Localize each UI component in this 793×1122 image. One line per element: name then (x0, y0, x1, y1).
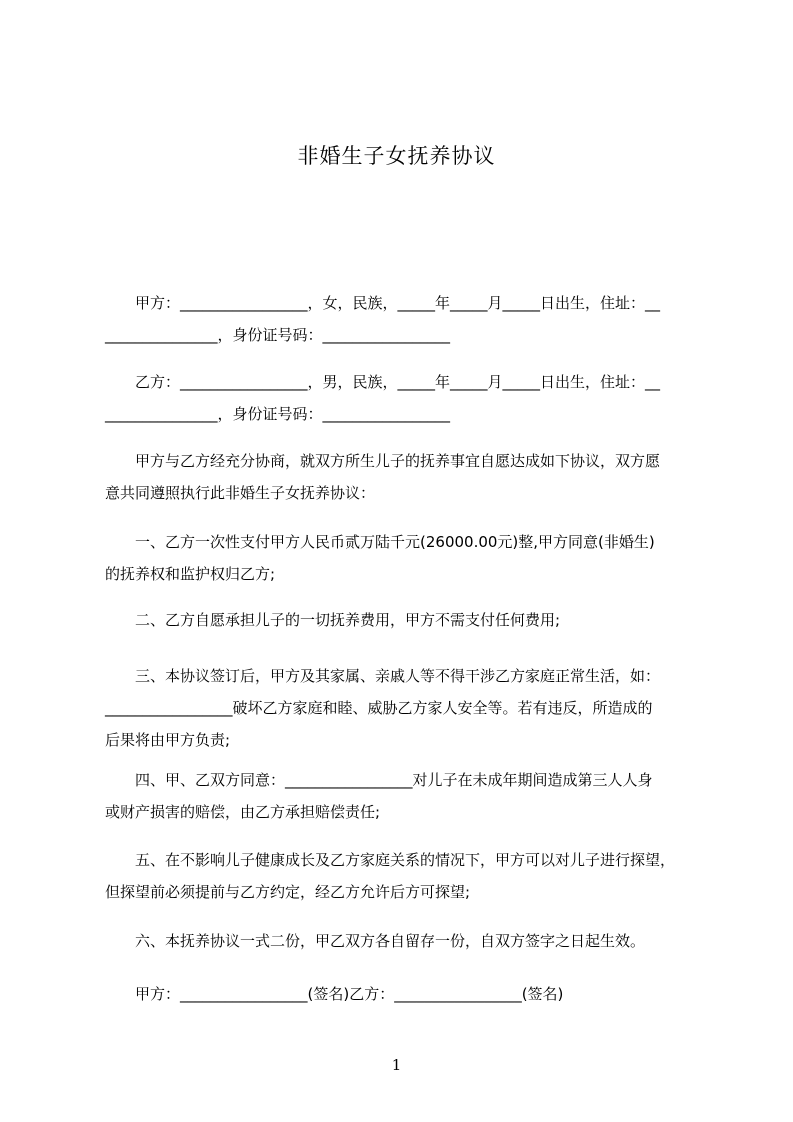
clause-5-line-2: 但探望前必须提前与乙方约定，经乙方允许后方可探望; (105, 883, 471, 901)
page-number: 1 (391, 1056, 402, 1074)
clause-6-line-1: 六、本抚养协议一式二份，甲乙双方各自留存一份，自双方签字之日起生效。 (135, 932, 646, 950)
party-a-line-1: 甲方：_________________，女，民族，_____年_____月_____日出生，住址：__ (135, 294, 661, 312)
clause-3-line-3: 后果将由甲方负责; (105, 731, 231, 749)
clause-3-line-1: 三、本协议签订后，甲方及其家属、亲戚人等不得干涉乙方家庭正常生活，如： (135, 667, 661, 685)
clause-1-line-2: 的抚养权和监护权归乙方; (105, 565, 276, 583)
clause-1 (105, 526, 701, 590)
clause-3 (105, 660, 701, 756)
clause-3-line-2: _________________破坏乙方家庭和睦、威胁乙方家人安全等。若有违反，所造成的 (105, 699, 653, 717)
clause-2 (105, 604, 701, 636)
document-title: 非婚生子女抚养协议 (297, 144, 496, 168)
preamble-line-2: 意共同遵照执行此非婚生子女抚养协议： (105, 484, 376, 502)
preamble (105, 445, 701, 509)
clause-4-line-1: 四、甲、乙双方同意：_________________对儿子在未成年期间造成第三人人身 (135, 771, 653, 789)
party-b-info (105, 366, 701, 430)
clause-2-line-1: 二、乙方自愿承担儿子的一切抚养费用，甲方不需支付任何费用; (135, 611, 561, 629)
clause-6 (105, 925, 701, 957)
preamble-line-1: 甲方与乙方经充分协商，就双方所生儿子的抚养事宜自愿达成如下协议，双方愿 (135, 452, 661, 470)
clause-4-line-2: 或财产损害的赔偿，由乙方承担赔偿责任; (105, 803, 381, 821)
signature-line (105, 978, 701, 1010)
party-a-info (105, 287, 701, 351)
party-b-line-2: _______________，身份证号码：_________________ (105, 405, 451, 423)
party-a-line-2: _______________，身份证号码：_________________ (105, 326, 451, 344)
clause-4 (105, 764, 701, 828)
clause-5 (105, 844, 701, 908)
clause-1-line-1: 一、乙方一次性支付甲方人民币贰万陆千元(26000.00元)整,甲方同意(非婚生) (135, 533, 655, 551)
party-b-line-1: 乙方：_________________，男，民族，_____年_____月_____日出生，住址：__ (135, 373, 661, 391)
clause-5-line-1: 五、在不影响儿子健康成长及乙方家庭关系的情况下，甲方可以对儿子进行探望， (135, 851, 676, 869)
signature-text: 甲方：_________________(签名)乙方：_________________(签名) (135, 985, 564, 1003)
